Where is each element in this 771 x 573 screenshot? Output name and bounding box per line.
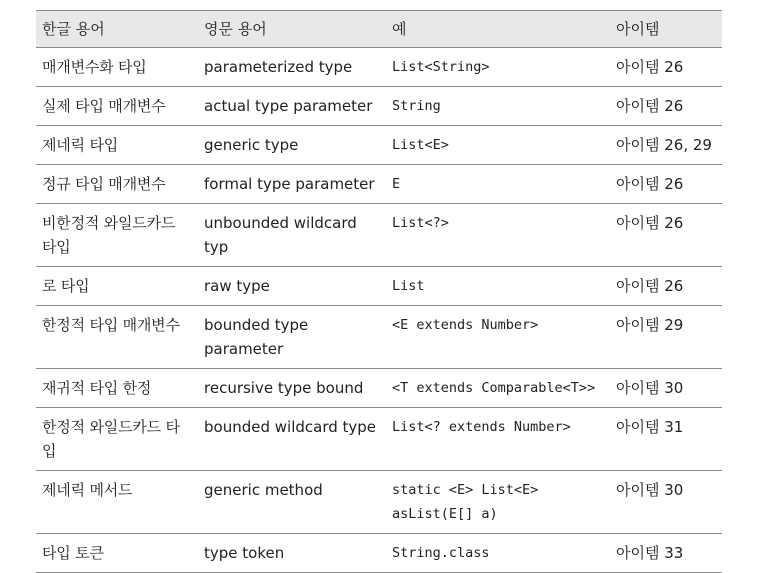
cell-korean-term: 매개변수화 타입 (36, 48, 198, 87)
cell-example: String (386, 87, 610, 126)
cell-korean-term: 실제 타입 매개변수 (36, 87, 198, 126)
cell-item: 아이템 26 (610, 204, 722, 267)
cell-item: 아이템 30 (610, 471, 722, 534)
cell-item: 아이템 26, 29 (610, 126, 722, 165)
cell-korean-term: 한정적 타입 매개변수 (36, 306, 198, 369)
header-example: 예 (386, 11, 610, 48)
cell-item: 아이템 29 (610, 306, 722, 369)
cell-english-term: raw type (198, 267, 386, 306)
cell-korean-term: 재귀적 타입 한정 (36, 369, 198, 408)
cell-example: List<E> (386, 126, 610, 165)
table-row (36, 48, 722, 87)
header-english-term: 영문 용어 (198, 11, 386, 48)
table-header (36, 11, 722, 48)
table-row (36, 87, 722, 126)
cell-korean-term: 비한정적 와일드카드 타입 (36, 204, 198, 267)
table-row (36, 126, 722, 165)
header-row (36, 11, 722, 48)
cell-example: E (386, 165, 610, 204)
cell-english-term: generic method (198, 471, 386, 534)
cell-example: <E extends Number> (386, 306, 610, 369)
table-row (36, 534, 722, 573)
cell-english-term: generic type (198, 126, 386, 165)
table-row (36, 204, 722, 267)
cell-english-term: actual type parameter (198, 87, 386, 126)
cell-item: 아이템 31 (610, 408, 722, 471)
cell-english-term: type token (198, 534, 386, 573)
cell-example: String.class (386, 534, 610, 573)
cell-korean-term: 정규 타입 매개변수 (36, 165, 198, 204)
cell-item: 아이템 26 (610, 48, 722, 87)
cell-korean-term: 한정적 와일드카드 타입 (36, 408, 198, 471)
cell-english-term: recursive type bound (198, 369, 386, 408)
cell-example: List (386, 267, 610, 306)
cell-english-term: bounded wildcard type (198, 408, 386, 471)
cell-item: 아이템 26 (610, 267, 722, 306)
cell-item: 아이템 33 (610, 534, 722, 573)
cell-english-term: bounded type parameter (198, 306, 386, 369)
cell-example: <T extends Comparable<T>> (386, 369, 610, 408)
cell-example: List<? extends Number> (386, 408, 610, 471)
cell-item: 아이템 26 (610, 165, 722, 204)
cell-korean-term: 타입 토큰 (36, 534, 198, 573)
cell-item: 아이템 26 (610, 87, 722, 126)
header-item: 아이템 (610, 11, 722, 48)
table-row (36, 306, 722, 369)
cell-example: List<?> (386, 204, 610, 267)
cell-example: List<String> (386, 48, 610, 87)
table-row (36, 369, 722, 408)
table-body (36, 48, 722, 573)
header-korean-term: 한글 용어 (36, 11, 198, 48)
cell-example: static <E> List<E> asList(E[] a) (386, 471, 610, 534)
table-row (36, 408, 722, 471)
cell-korean-term: 제네릭 메서드 (36, 471, 198, 534)
cell-english-term: unbounded wildcard typ (198, 204, 386, 267)
table-row (36, 267, 722, 306)
generics-terms-table (36, 10, 722, 573)
cell-korean-term: 로 타입 (36, 267, 198, 306)
cell-english-term: parameterized type (198, 48, 386, 87)
cell-korean-term: 제네릭 타입 (36, 126, 198, 165)
cell-item: 아이템 30 (610, 369, 722, 408)
table-row (36, 471, 722, 534)
cell-english-term: formal type parameter (198, 165, 386, 204)
table-row (36, 165, 722, 204)
